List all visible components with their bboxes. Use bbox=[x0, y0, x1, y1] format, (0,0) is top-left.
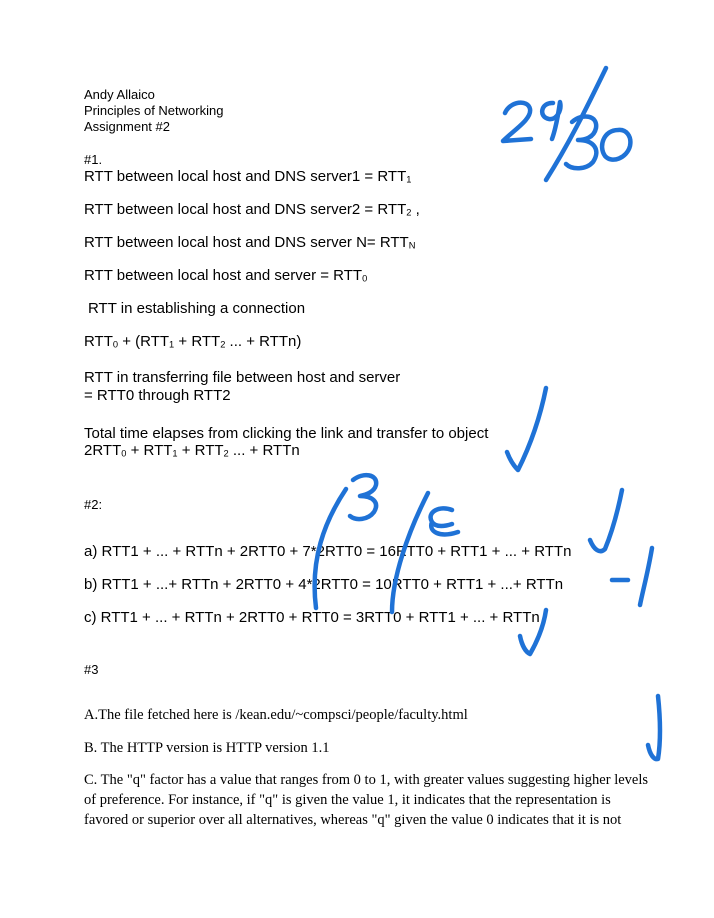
q1-transfer-expression: = RTT0 through RTT2 bbox=[84, 387, 231, 404]
check-mark-icon bbox=[648, 696, 660, 759]
q1-def-server2: RTT between local host and DNS server2 = RTT2 , bbox=[84, 201, 420, 218]
q1-connection-label: RTT in establishing a connection bbox=[88, 300, 306, 317]
check-mark-icon bbox=[590, 490, 622, 551]
q1-def-serverN: RTT between local host and DNS server N= RTTN bbox=[84, 234, 416, 251]
assignment-title: Assignment #2 bbox=[84, 119, 170, 134]
q1-transfer-label: RTT in transferring file between host and server bbox=[84, 369, 401, 386]
q2-label: #2: bbox=[84, 497, 103, 512]
q3-answer-c: C. The "q" factor has a value that ranges from 0 to 1, with greater values suggesting higher levels of preference. For instance, if "q" is given the value 1, it indicates that the representation is favored or superior over all alternatives, whereas "q" given the value 0 indicates that it is not bbox=[84, 772, 649, 828]
deduction-mark bbox=[612, 548, 652, 605]
q1-def-server0: RTT between local host and server = RTT0 bbox=[84, 267, 368, 284]
q2-answer-b: b) RTT1 + ...+ RTTn + 2RTT0 + 4*2RTT0 = 10RTT0 + RTT1 + ...+ RTTn bbox=[84, 576, 564, 593]
q2-answer-a: a) RTT1 + ... + RTTn + 2RTT0 + 7*2RTT0 = 16RTT0 + RTT1 + ... + RTTn bbox=[84, 543, 572, 560]
check-mark-icon bbox=[507, 388, 546, 470]
q1-connection-expression: RTT0 + (RTT1 + RTT2 ... + RTTn) bbox=[84, 333, 302, 350]
q3-answer-b: B. The HTTP version is HTTP version 1.1 bbox=[84, 740, 330, 756]
handwritten-score bbox=[503, 68, 630, 180]
q3-answer-a: A.The file fetched here is /kean.edu/~compsci/people/faculty.html bbox=[84, 707, 468, 723]
q3-label: #3 bbox=[84, 662, 99, 677]
q2-answer-c: c) RTT1 + ... + RTTn + 2RTT0 + RTT0 = 3RTT0 + RTT1 + ... + RTTn bbox=[84, 609, 540, 626]
q1-def-server1: RTT between local host and DNS server1 = RTT1 bbox=[84, 168, 412, 185]
q1-label: #1. bbox=[84, 152, 103, 167]
student-name: Andy Allaico bbox=[84, 87, 155, 102]
q1-total-expression: 2RTT0 + RTT1 + RTT2 ... + RTTn bbox=[84, 442, 300, 459]
q1-total-label: Total time elapses from clicking the link and transfer to object bbox=[84, 425, 489, 442]
course-title: Principles of Networking bbox=[84, 103, 224, 118]
